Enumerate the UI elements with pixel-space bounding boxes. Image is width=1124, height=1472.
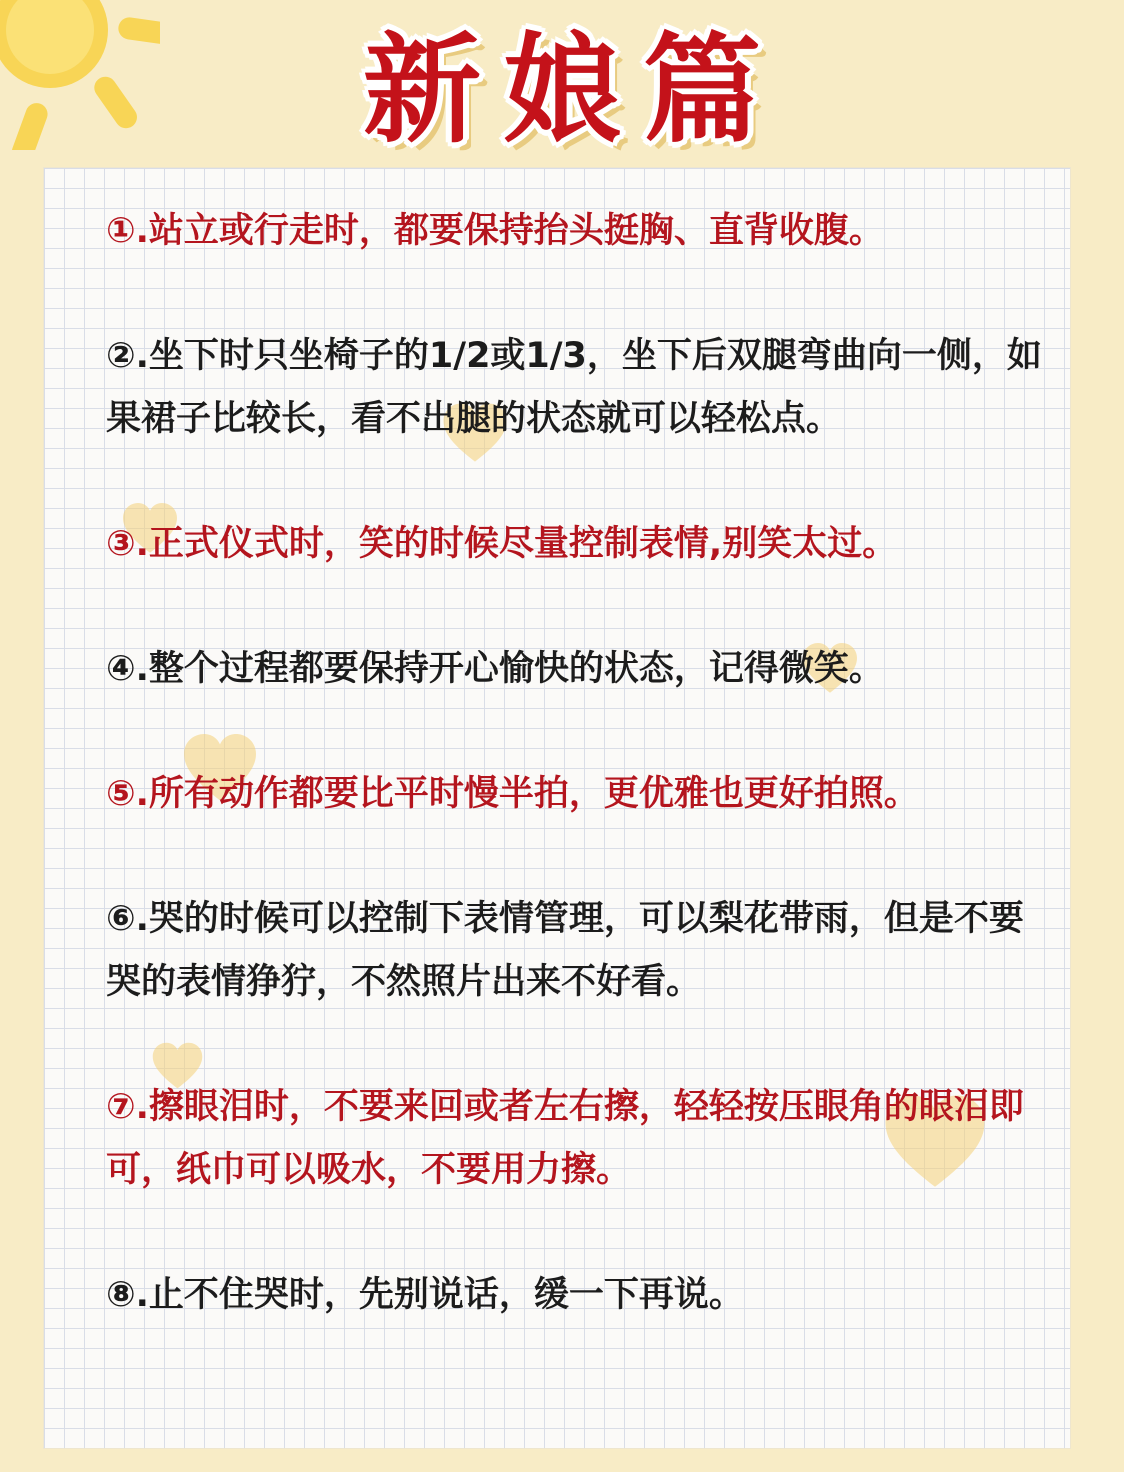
tip-item: ④.整个过程都要保持开心愉快的状态，记得微笑。 [106, 649, 884, 689]
tip-item: ②.坐下时只坐椅子的1/2或1/3，坐下后双腿弯曲向一侧，如果裙子比较长，看不出腿的状态就可以轻松点。 [106, 336, 1042, 439]
tip-item: ⑦.擦眼泪时，不要来回或者左右擦，轻轻按压眼角的眼泪即可，纸巾可以吸水，不要用力擦。 [106, 1087, 1024, 1190]
tip-item: ⑧.止不住哭时，先别说话，缓一下再说。 [106, 1275, 744, 1315]
tip-item: ⑤.所有动作都要比平时慢半拍，更优雅也更好拍照。 [106, 774, 919, 814]
tips-list [106, 200, 1046, 1327]
tip-item: ①.站立或行走时，都要保持抬头挺胸、直背收腹。 [106, 211, 884, 251]
page-title: 新娘篇 [362, 21, 783, 159]
tip-item: ⑥.哭的时候可以控制下表情管理，可以梨花带雨，但是不要哭的表情狰狞，不然照片出来不好看。 [106, 899, 1024, 1002]
title-area [0, 0, 1124, 160]
tip-item: ③.正式仪式时，笑的时候尽量控制表情,别笑太过。 [106, 524, 898, 564]
